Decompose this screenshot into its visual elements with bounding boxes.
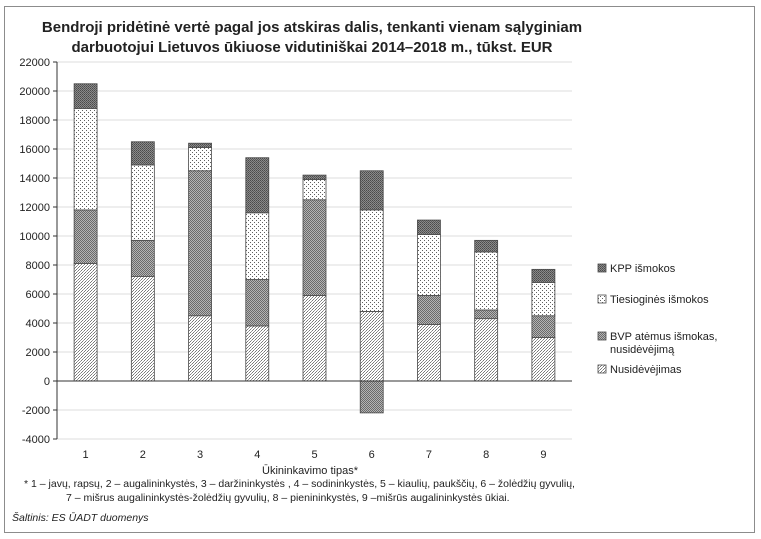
bar-2-rdp-payments bbox=[131, 142, 154, 165]
chart-title-line-2: darbuotojui Lietuvos ūkiuose vidutiniškai 2014–2018 m., tūkst. EUR bbox=[71, 39, 553, 56]
chart-title-line-1: Bendroji pridėtinė vertė pagal jos atskiras dalis, tenkanti vienam sąlyginiam bbox=[41, 19, 583, 36]
x-axis-label: Ūkininkavimo tipas* bbox=[262, 465, 358, 477]
x-tick-label-7: 7 bbox=[425, 449, 433, 461]
legend-label-gva-net: BVP atėmus išmokas, bbox=[610, 331, 718, 343]
x-tick-labels bbox=[83, 449, 547, 461]
category-note-line-2: 7 – mišrus augalininkystės-žolėdžių gyvulių, 8 – pienininkystės, 9 –mišrūs augalininkystės ūkiai. bbox=[66, 492, 510, 504]
bar-5-gva-net bbox=[303, 200, 326, 296]
bar-6-gva-net bbox=[360, 381, 383, 413]
bar-9-direct-payments bbox=[532, 282, 555, 315]
bar-8-rdp-payments bbox=[475, 240, 498, 252]
bar-1-direct-payments bbox=[74, 108, 97, 209]
bar-1-depreciation bbox=[74, 264, 97, 381]
x-tick-label-5: 5 bbox=[311, 449, 318, 461]
bar-6-direct-payments bbox=[360, 210, 383, 312]
bar-4-rdp-payments bbox=[246, 158, 269, 213]
bar-3-direct-payments bbox=[189, 148, 212, 171]
y-tick-label-11: 18000 bbox=[19, 115, 50, 127]
y-tick-label-8: 12000 bbox=[19, 202, 50, 214]
y-tick-label-0: -4000 bbox=[21, 434, 50, 446]
x-tick-label-6: 6 bbox=[368, 449, 375, 461]
legend bbox=[598, 263, 717, 376]
x-tick-label-8: 8 bbox=[483, 449, 490, 461]
bar-3-depreciation bbox=[189, 316, 212, 381]
x-tick-label-2: 2 bbox=[139, 449, 146, 461]
y-tick-labels bbox=[19, 57, 50, 446]
bar-7-depreciation bbox=[417, 324, 440, 381]
bar-2-direct-payments bbox=[131, 165, 154, 240]
bar-5-depreciation bbox=[303, 295, 326, 381]
y-tick-label-2: 0 bbox=[43, 376, 50, 388]
y-tick-label-7: 10000 bbox=[19, 231, 50, 243]
x-tick-label-1: 1 bbox=[82, 449, 89, 461]
legend-label-direct-payments: Tiesioginės išmokos bbox=[610, 294, 709, 306]
y-tick-label-9: 14000 bbox=[19, 173, 50, 185]
bar-4-gva-net bbox=[246, 280, 269, 326]
bar-9-depreciation bbox=[532, 338, 555, 382]
bar-3-rdp-payments bbox=[189, 143, 212, 147]
legend-swatch-depreciation bbox=[598, 365, 606, 373]
bar-7-gva-net bbox=[417, 295, 440, 324]
bar-4-direct-payments bbox=[246, 213, 269, 280]
legend-label-rdp-payments: KPP išmokos bbox=[610, 263, 676, 275]
bar-7-direct-payments bbox=[417, 235, 440, 296]
legend-swatch-rdp-payments bbox=[598, 264, 606, 272]
legend-label-gva-net-2: nusidėvėjimą bbox=[610, 344, 675, 356]
legend-swatch-gva-net bbox=[598, 332, 606, 340]
y-tick-label-10: 16000 bbox=[19, 144, 50, 156]
bar-2-depreciation bbox=[131, 277, 154, 381]
bar-9-gva-net bbox=[532, 316, 555, 338]
bar-2-gva-net bbox=[131, 240, 154, 276]
y-tick-label-3: 2000 bbox=[25, 347, 50, 359]
bar-8-depreciation bbox=[475, 319, 498, 381]
y-tick-label-5: 6000 bbox=[25, 289, 50, 301]
bar-9-rdp-payments bbox=[532, 269, 555, 282]
bar-4-depreciation bbox=[246, 326, 269, 381]
x-tick-label-3: 3 bbox=[196, 449, 204, 461]
bar-1-rdp-payments bbox=[74, 84, 97, 109]
y-tick-label-13: 22000 bbox=[19, 57, 50, 69]
x-tick-label-4: 4 bbox=[254, 449, 261, 461]
bar-6-depreciation bbox=[360, 311, 383, 381]
bar-8-direct-payments bbox=[475, 252, 498, 310]
bar-3-gva-net bbox=[189, 171, 212, 316]
bar-5-direct-payments bbox=[303, 179, 326, 199]
y-tick-label-4: 4000 bbox=[25, 318, 50, 330]
legend-label-depreciation: Nusidėvėjimas bbox=[610, 364, 682, 376]
bar-5-rdp-payments bbox=[303, 175, 326, 179]
bars-group bbox=[74, 84, 555, 413]
category-note-line-1: * 1 – javų, rapsų, 2 – augalininkystės, 3 – daržininkystės , 4 – sodininkystės, 5 – kiaulių, paukščių, 6 – žolėdžių gyvulių, bbox=[24, 478, 575, 490]
bar-1-gva-net bbox=[74, 210, 97, 264]
bar-8-gva-net bbox=[475, 310, 498, 319]
y-tick-label-1: -2000 bbox=[21, 405, 50, 417]
legend-swatch-direct-payments bbox=[598, 295, 606, 303]
bar-6-rdp-payments bbox=[360, 171, 383, 210]
x-tick-label-9: 9 bbox=[540, 449, 547, 461]
y-tick-label-6: 8000 bbox=[25, 260, 50, 272]
y-tick-label-12: 20000 bbox=[19, 86, 50, 98]
source-note: Šaltinis: ES ŪADT duomenys bbox=[12, 512, 149, 524]
bar-7-rdp-payments bbox=[417, 220, 440, 235]
